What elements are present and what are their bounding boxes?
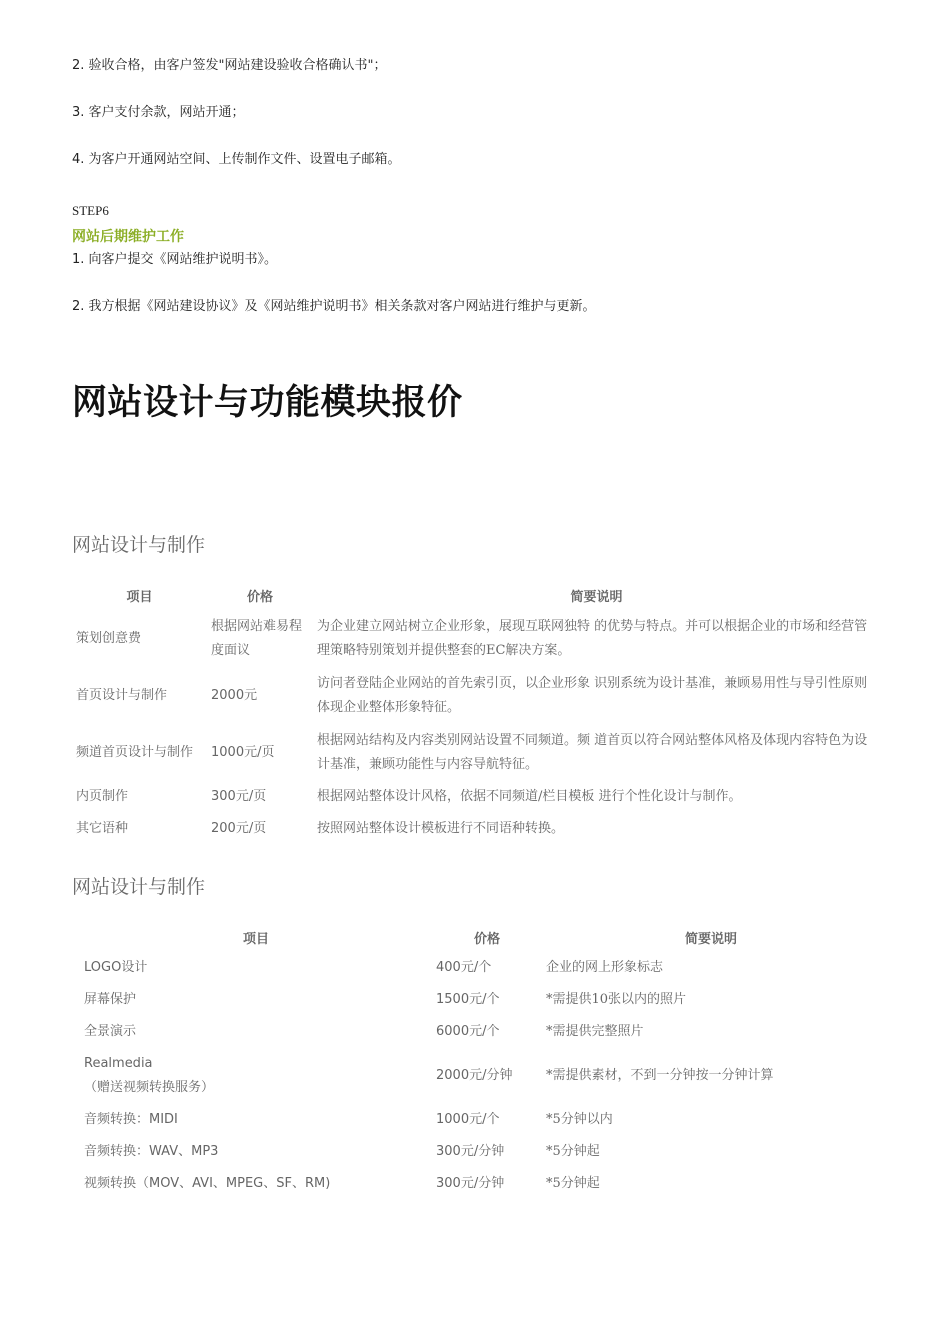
cell-desc: *需提供完整照片 <box>546 1024 644 1039</box>
section-title: 网站设计与制作 <box>72 534 206 556</box>
step-text: 向客户提交《网站维护说明书》。 <box>88 252 278 267</box>
step-item: 3. 客户支付余款，网站开通； <box>72 105 245 120</box>
cell-item: 屏幕保护 <box>84 992 137 1007</box>
cell-item: 视频转换（MOV、AVI、MPEG、SF、RM) <box>84 1176 331 1191</box>
column-header-desc: 简要说明 <box>570 589 623 605</box>
cell-price: 400元/个 <box>436 960 492 975</box>
step-number: 1 <box>72 252 81 267</box>
step-number: 2 <box>72 58 81 73</box>
column-header-price: 价格 <box>246 589 273 605</box>
table-row <box>80 1048 880 1104</box>
cell-desc: *5分钟以内 <box>546 1112 613 1127</box>
price-table-design <box>72 580 880 845</box>
column-header-desc: 简要说明 <box>684 931 737 947</box>
table-row <box>72 813 880 845</box>
column-header-item: 项目 <box>126 589 153 605</box>
section-title: 网站设计与制作 <box>72 876 206 898</box>
step-text: 为客户开通网站空间、上传制作文件、设置电子邮箱。 <box>88 152 401 167</box>
cell-price: 200元/页 <box>211 821 267 836</box>
step-label: STEP6 <box>72 203 109 218</box>
step-number: 3 <box>72 105 81 120</box>
table-row <box>72 667 880 724</box>
step-text: 验收合格，由客户签发"网站建设验收合格确认书"； <box>88 58 387 73</box>
price-table-multimedia <box>80 922 880 1200</box>
step-item: 4. 为客户开通网站空间、上传制作文件、设置电子邮箱。 <box>72 152 401 167</box>
cell-desc: 根据网站结构及内容类别网站设置不同频道。频 道首页以符合网站整体风格及体现内容特色为设 计基准，兼顾功能性与内容导航特征。 <box>317 732 868 772</box>
cell-desc: *5分钟起 <box>546 1176 600 1191</box>
cell-item: LOGO设计 <box>84 960 148 975</box>
cell-item: 全景演示 <box>84 1024 137 1039</box>
cell-price: 2000元 <box>211 687 258 703</box>
cell-price: 1500元/个 <box>436 992 500 1007</box>
cell-price: 根据网站难易程度面议 <box>211 618 303 658</box>
cell-item: 频道首页设计与制作 <box>76 744 194 760</box>
cell-item-title: Realmedia <box>84 1056 153 1071</box>
cell-item: 其它语种 <box>76 821 129 836</box>
table-row <box>80 984 880 1016</box>
table-row <box>80 1104 880 1136</box>
cell-item-subtitle: （赠送视频转换服务） <box>84 1080 215 1095</box>
table-row <box>72 781 880 813</box>
step-title: 网站后期维护工作 <box>72 229 184 245</box>
cell-desc: 访问者登陆企业网站的首先索引页，以企业形象 识别系统为设计基准，兼顾易用性与导引性原则 体现企业整体形象特征。 <box>317 675 868 715</box>
cell-desc: *5分钟起 <box>546 1144 600 1159</box>
table-row <box>80 1016 880 1048</box>
table-header-row <box>80 922 880 952</box>
cell-desc: *需提供素材，不到一分钟按一分钟计算 <box>546 1068 774 1083</box>
table-row <box>72 724 880 781</box>
cell-desc: 企业的网上形象标志 <box>546 960 664 975</box>
table-header-row <box>72 580 880 610</box>
column-header-item: 项目 <box>242 931 269 947</box>
table-row <box>80 1136 880 1168</box>
table-row <box>80 952 880 984</box>
cell-item: 内页制作 <box>76 789 129 804</box>
column-header-price: 价格 <box>473 931 500 947</box>
page-title: 网站设计与功能模块报价 <box>72 382 463 423</box>
cell-price: 1000元/个 <box>436 1112 500 1127</box>
table-row <box>72 610 880 667</box>
cell-item: 音频转换：WAV、MP3 <box>84 1144 219 1159</box>
cell-item <box>80 1048 432 1104</box>
cell-price: 2000元/分钟 <box>436 1068 513 1083</box>
cell-price: 1000元/页 <box>211 744 275 760</box>
cell-desc: 为企业建立网站树立企业形象，展现互联网独特 的优势与特点。并可以根据企业的市场和经营管 理策略特别策划并提供整套的EC解决方案。 <box>317 618 868 658</box>
step-number: 2 <box>72 299 81 314</box>
step-text: 我方根据《网站建设协议》及《网站维护说明书》相关条款对客户网站进行维护与更新。 <box>88 299 596 314</box>
step-item: 2. 我方根据《网站建设协议》及《网站维护说明书》相关条款对客户网站进行维护与更新。 <box>72 299 596 314</box>
step-text: 客户支付余款，网站开通； <box>88 105 245 120</box>
cell-desc: 按照网站整体设计模板进行不同语种转换。 <box>317 821 565 836</box>
cell-price: 6000元/个 <box>436 1024 500 1039</box>
cell-price: 300元/页 <box>211 789 267 804</box>
cell-desc: 根据网站整体设计风格，依据不同频道/栏目模板 进行个性化设计与制作。 <box>317 789 742 804</box>
cell-item: 策划创意费 <box>76 630 142 646</box>
cell-item: 音频转换：MIDI <box>84 1112 178 1127</box>
step-number: 4 <box>72 152 81 167</box>
cell-price: 300元/分钟 <box>436 1144 505 1159</box>
table-row <box>80 1168 880 1200</box>
cell-desc: *需提供10张以内的照片 <box>546 992 687 1007</box>
step-item: 2. 验收合格，由客户签发"网站建设验收合格确认书"； <box>72 58 387 73</box>
step-item: 1. 向客户提交《网站维护说明书》。 <box>72 252 278 267</box>
cell-item: 首页设计与制作 <box>76 687 168 703</box>
cell-price: 300元/分钟 <box>436 1176 505 1191</box>
